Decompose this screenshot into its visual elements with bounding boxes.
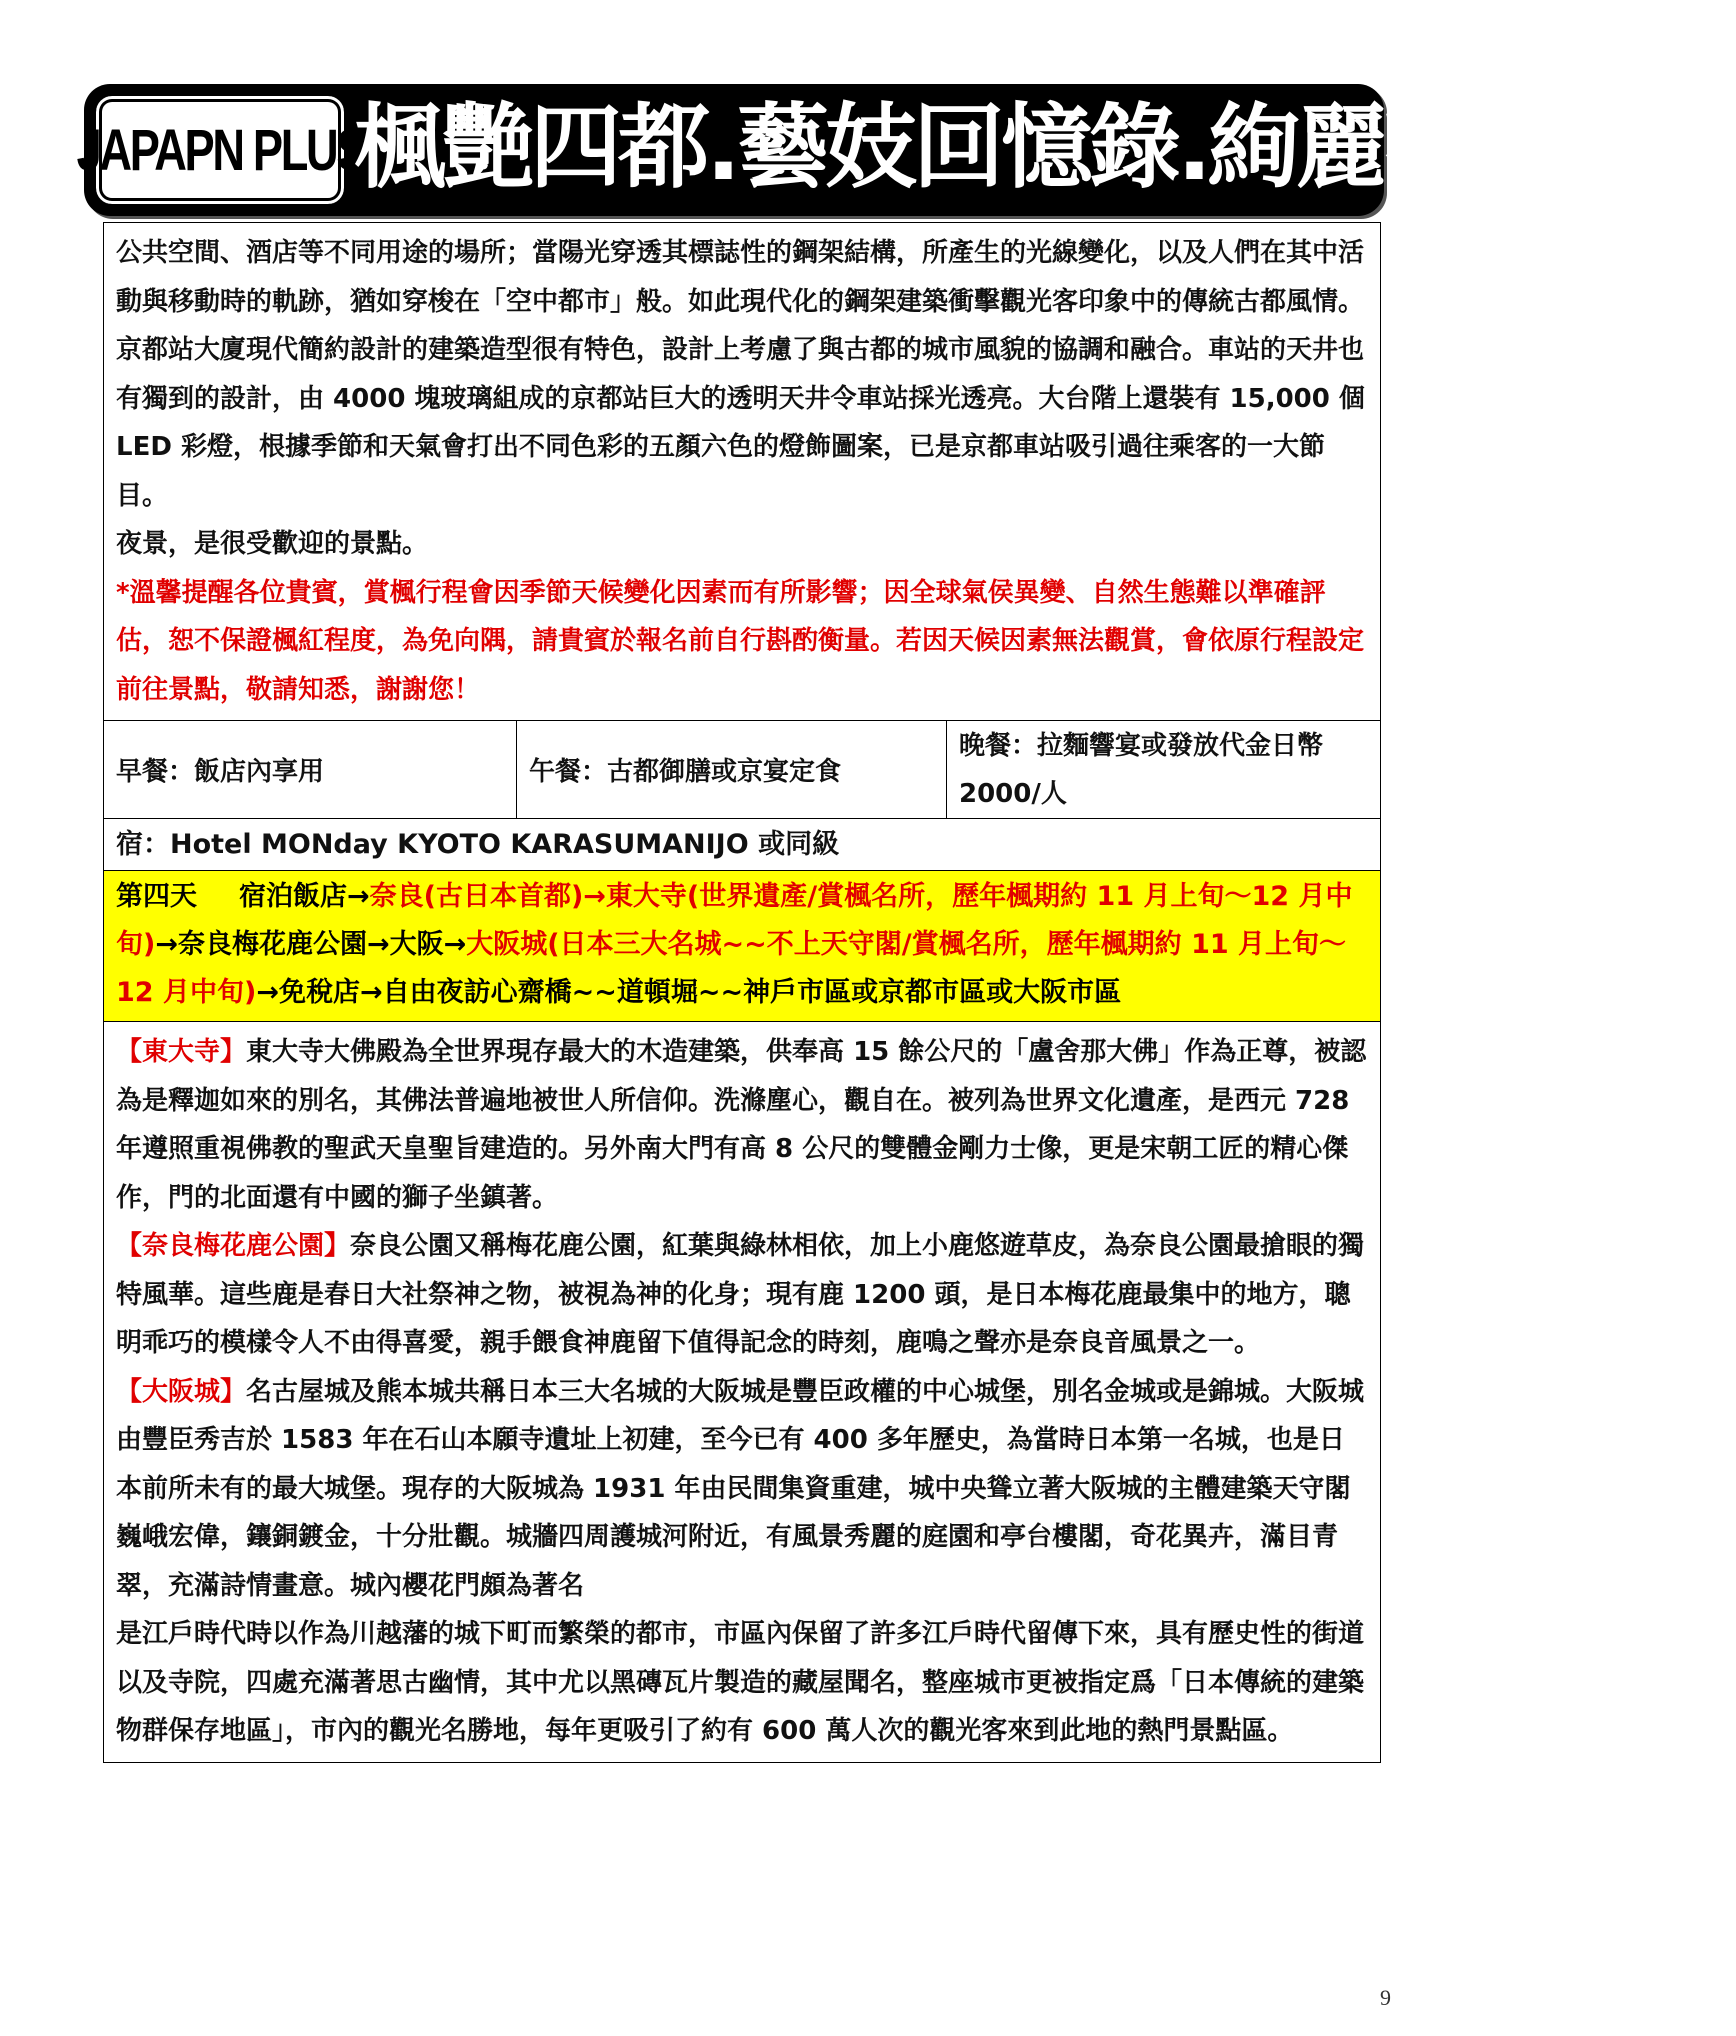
breakfast-text: 早餐：飯店內享用	[116, 757, 325, 787]
intro-paragraph-2: 京都站大廈現代簡約設計的建築造型很有特色，設計上考慮了與古都的城市風貌的協調和融合。車站的天井也有獨到的設計，由 4000 塊玻璃組成的京都站巨大的透明天井令車站採光透亮。大台階上還裝有 15,000 個 LED 彩燈，根據季節和天氣會打出不同色彩的五顏六色的燈飾圖案，已是京都車站吸引過往乘客的一大節目。	[116, 335, 1365, 511]
dinner-text-line1: 晚餐：拉麵響宴或發放代金日幣	[959, 730, 1324, 761]
lunch-text: 午餐：古都御膳或京宴定食	[529, 757, 842, 787]
day4-itinerary	[104, 871, 1380, 1022]
intro-paragraph-1: 公共空間、酒店等不同用途的場所；當陽光穿透其標誌性的鋼架結構，所產生的光線變化，以及人們在其中活動與移動時的軌跡，猶如穿梭在「空中都市」般。如此現代化的鋼架建築衝擊觀光客印象中的傳統古都風情。	[116, 238, 1365, 317]
osaka-castle-text: 名古屋城及熊本城共稱日本三大名城的大阪城是豐臣政權的中心城堡，別名金城或是錦城。大阪城由豐臣秀吉於 1583 年在石山本願寺遺址上初建，至今已有 400 多年歷史，為當時日本第一名城，也是日本前所未有的最大城堡。現存的大阪城為 1931 年由民間集資重建，城中央聳立著大阪城的主體建築天守閣巍峨宏偉，鑲銅鍍金，十分壯觀。城牆四周護城河附近，有風景秀麗的庭園和亭台樓閣，奇花異卉，滿目青翠，充滿詩情畫意。城內櫻花門頗為著名	[116, 1376, 1365, 1601]
breakfast-cell	[104, 721, 517, 818]
maple-notice: *溫馨提醒各位貴賓，賞楓行程會因季節天候變化因素而有所影響；因全球氣侯異變、自然生態難以準確評估，恕不保證楓紅程度，為免向隅，請貴賓於報名前自行斟酌衡量。若因天候因素無法觀賞，會依原行程設定前往景點，敬請知悉，謝謝您！	[116, 577, 1365, 705]
hotel-text: 宿：Hotel MONday KYOTO KARASUMANIJO 或同級	[116, 829, 840, 860]
page-header	[76, 84, 1736, 216]
day4-segment-4: 大阪城(日本三大名城~~不上天守閣/賞楓名所，歷年楓期約 11 月上旬～12 月中旬)	[116, 929, 1347, 1008]
todaiji-tag: 【東大寺】	[116, 1037, 247, 1067]
dinner-cell	[947, 721, 1380, 818]
day4-segment-2: 奈良(古日本首都)→東大寺(世界遺產/賞楓名所，歷年楓期約 11 月上旬～12 月中旬)	[116, 881, 1353, 960]
brand-logo-box	[76, 92, 364, 208]
intro-paragraph-3: 夜景，是很受歡迎的景點。	[116, 529, 429, 559]
deer-park-text: 奈良公園又稱梅花鹿公園，紅葉與綠林相依，加上小鹿悠遊草皮，為奈良公園最搶眼的獨特風華。這些鹿是春日大社祭神之物，被視為神的化身；現有鹿 1200 頭，是日本梅花鹿最集中的地方，聰明乖巧的模樣令人不由得喜愛，親手餵食神鹿留下值得記念的時刻，鹿鳴之聲亦是奈良音風景之一。	[116, 1231, 1365, 1358]
attractions-section	[104, 1022, 1380, 1762]
day4-segment-3: →奈良梅花鹿公園→大阪→	[155, 929, 467, 960]
lunch-cell	[517, 721, 947, 818]
todaiji-text: 東大寺大佛殿為全世界現存最大的木造建築，供奉高 15 餘公尺的「盧舍那大佛」作為正尊，被認為是釋迦如來的別名，其佛法普遍地被世人所信仰。洗滌塵心，觀自在。被列為世界文化遺產，是西元 728 年遵照重視佛教的聖武天皇聖旨建造的。另外南大門有高 8 公尺的雙體金剛力士像，更是宋朝工匠的精心傑作，門的北面還有中國的獅子坐鎮著。	[116, 1037, 1367, 1213]
deer-park-tag: 【奈良梅花鹿公園】	[116, 1231, 351, 1261]
brand-logo-text: JAPAPN PLUS	[76, 117, 364, 183]
day4-segment-5: →免稅店→自由夜訪心齋橋~~道頓堀~~神戶市區或京都市區或大阪市區	[256, 977, 1122, 1008]
osaka-castle-tag: 【大阪城】	[116, 1376, 247, 1407]
day4-segment-1: 宿泊飯店→	[239, 881, 370, 912]
meals-row	[104, 721, 1380, 819]
itinerary-table	[103, 222, 1381, 1763]
intro-section	[104, 223, 1380, 721]
todaiji-paragraph	[116, 1028, 1368, 1222]
deer-park-paragraph	[116, 1222, 1368, 1368]
extra-paragraph: 是江戶時代時以作為川越藩的城下町而繁榮的都市，市區內保留了許多江戶時代留傳下來，具有歷史性的街道以及寺院，四處充滿著思古幽情，其中尤以黑磚瓦片製造的藏屋聞名，整座城市更被指定爲「日本傳統的建築物群保存地區」，市內的觀光名勝地，每年更吸引了約有 600 萬人次的觀光客來到此地的熱門景點區。	[116, 1619, 1365, 1746]
osaka-castle-paragraph	[116, 1368, 1368, 1611]
tour-title: 楓艷四都.藝妓回憶錄.絢麗夜景五日	[354, 94, 1736, 201]
hotel-row	[104, 819, 1380, 871]
page-number: 9	[1380, 1985, 1391, 2010]
dinner-text-line2: 2000/人	[959, 778, 1067, 809]
day-label: 第四天	[116, 881, 197, 912]
